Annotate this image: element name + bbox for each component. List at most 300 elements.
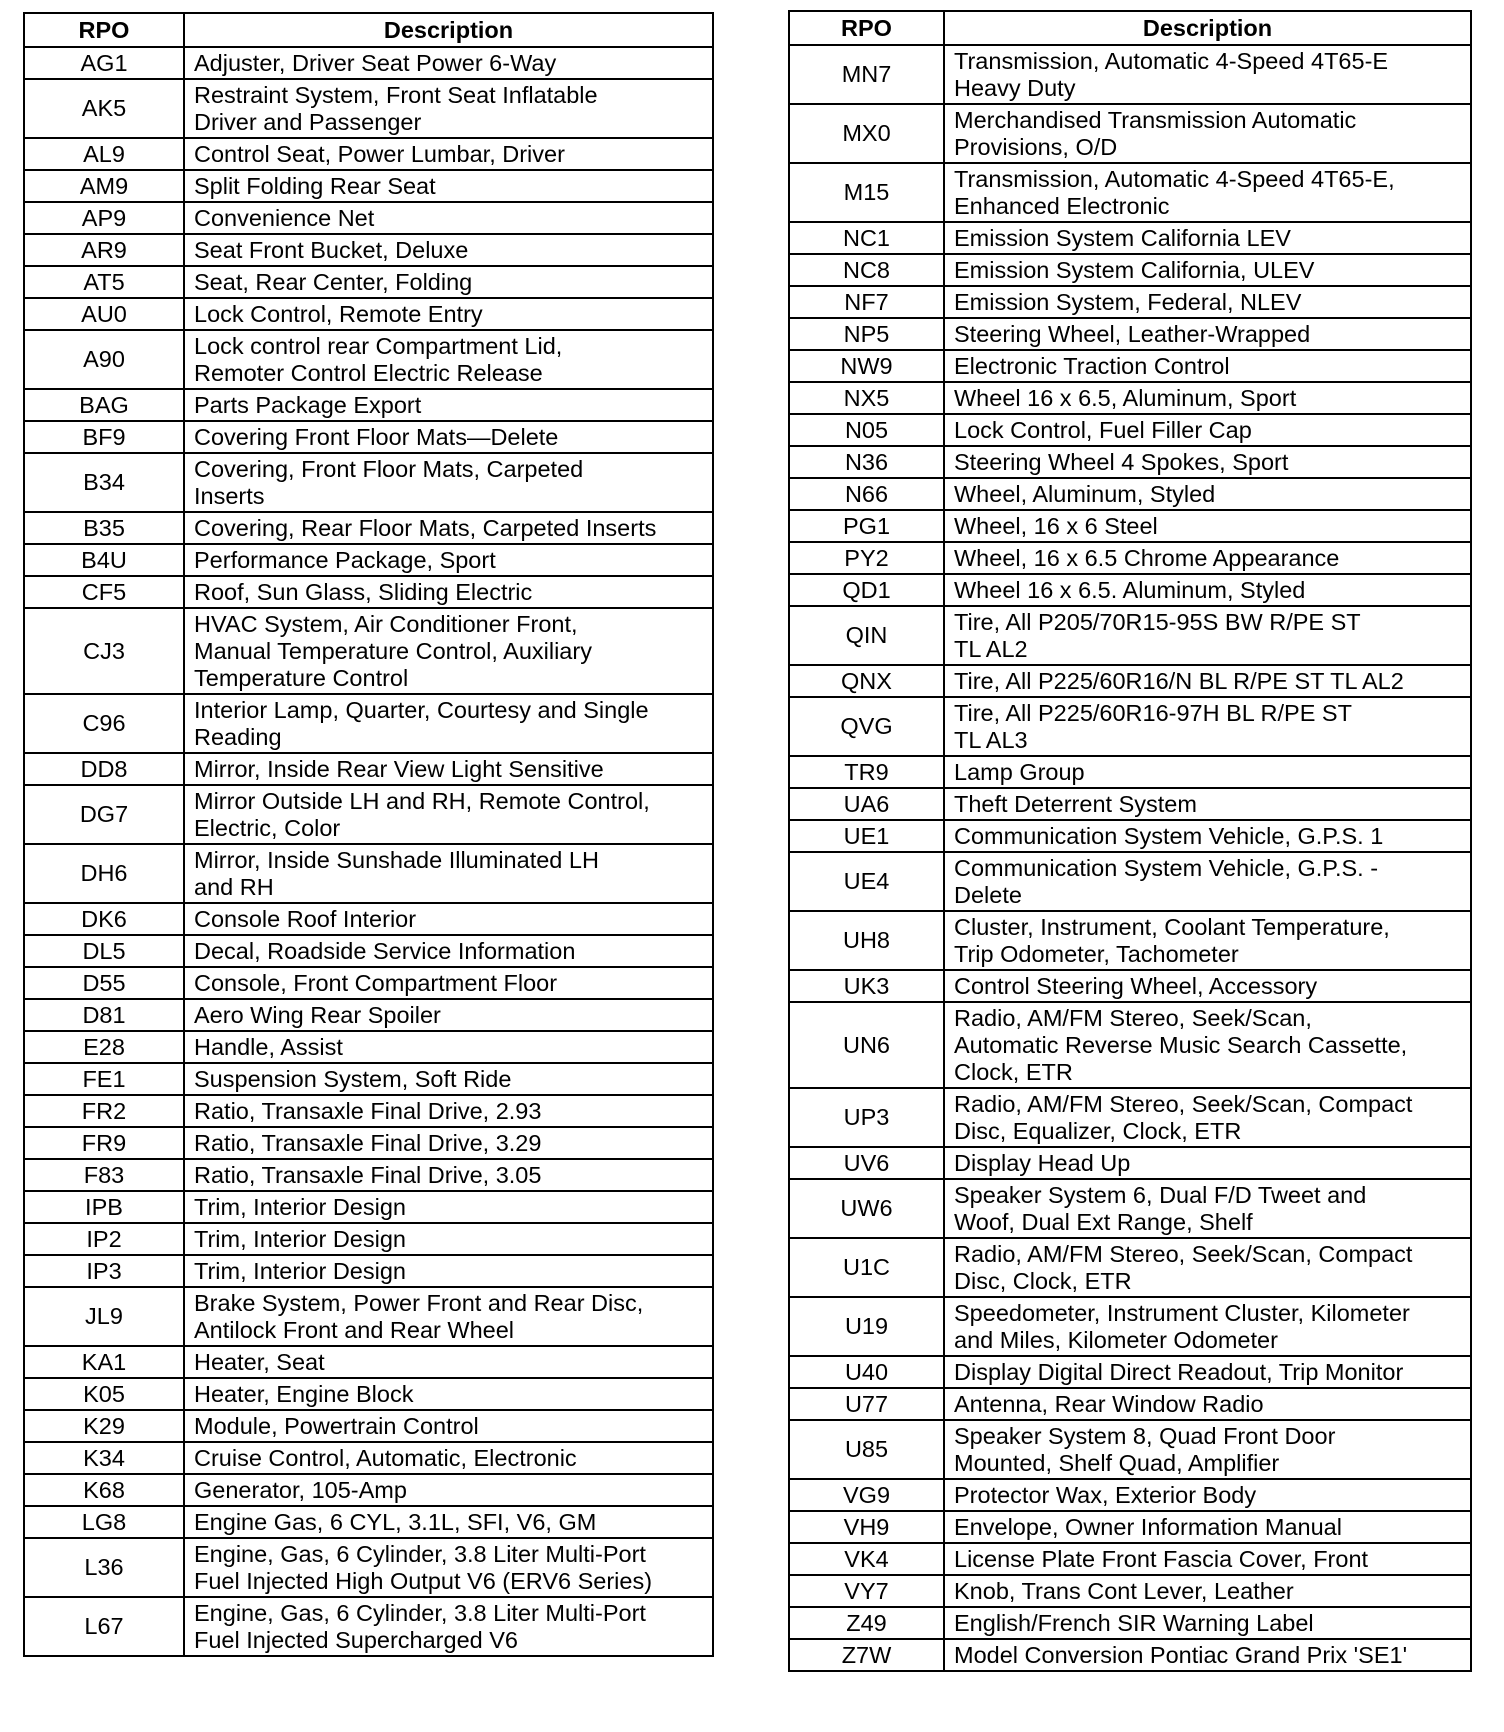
rpo-code: PG1 (789, 510, 944, 542)
table-row (789, 1607, 1471, 1639)
rpo-description (184, 1538, 713, 1597)
table-row (24, 1095, 713, 1127)
rpo-code: CF5 (24, 576, 184, 608)
rpo-code: NX5 (789, 382, 944, 414)
description-line: Aero Wing Rear Spoiler (194, 1001, 441, 1028)
description-line: Cruise Control, Automatic, Electronic (194, 1444, 577, 1471)
table-row (24, 1474, 713, 1506)
rpo-description (184, 421, 713, 453)
header-row (789, 11, 1471, 45)
rpo-code: IP3 (24, 1255, 184, 1287)
table-row (789, 1002, 1471, 1088)
description-line: Wheel 16 x 6.5, Aluminum, Sport (954, 384, 1297, 411)
description-line: Ratio, Transaxle Final Drive, 2.93 (194, 1097, 542, 1124)
rpo-description (184, 1191, 713, 1223)
rpo-code: JL9 (24, 1287, 184, 1346)
rpo-description (944, 574, 1471, 606)
table-row (24, 608, 713, 694)
description-line: Restraint System, Front Seat Inflatable (194, 81, 598, 108)
table-row (24, 844, 713, 903)
rpo-code: QVG (789, 697, 944, 756)
table-row (24, 1346, 713, 1378)
description-line: Fuel Injected Supercharged V6 (194, 1626, 518, 1653)
rpo-description (944, 1088, 1471, 1147)
table-row (789, 286, 1471, 318)
table-row (789, 1388, 1471, 1420)
description-line: Roof, Sun Glass, Sliding Electric (194, 578, 533, 605)
description-line: Steering Wheel, Leather-Wrapped (954, 320, 1311, 347)
rpo-description (944, 446, 1471, 478)
table-row (24, 421, 713, 453)
rpo-code: AP9 (24, 202, 184, 234)
rpo-description (944, 478, 1471, 510)
rpo-code: NF7 (789, 286, 944, 318)
table-row (24, 1255, 713, 1287)
description-line: Automatic Reverse Music Search Cassette, (954, 1031, 1408, 1058)
rpo-description (944, 970, 1471, 1002)
description-line: Speedometer, Instrument Cluster, Kilometer (954, 1299, 1410, 1326)
description-line: Display Digital Direct Readout, Trip Monitor (954, 1358, 1404, 1385)
rpo-description (184, 844, 713, 903)
rpo-code: B35 (24, 512, 184, 544)
table-row (24, 1597, 713, 1656)
rpo-description (944, 697, 1471, 756)
table-row (24, 753, 713, 785)
rpo-description (184, 330, 713, 389)
rpo-code: F83 (24, 1159, 184, 1191)
rpo-code: AK5 (24, 79, 184, 138)
description-line: Lock control rear Compartment Lid, (194, 332, 563, 359)
table-row (789, 1297, 1471, 1356)
table-row (789, 45, 1471, 104)
rpo-code: U40 (789, 1356, 944, 1388)
rpo-code: NP5 (789, 318, 944, 350)
rpo-code: DD8 (24, 753, 184, 785)
table-row (789, 665, 1471, 697)
description-line: Transmission, Automatic 4-Speed 4T65-E (954, 47, 1389, 74)
rpo-description (944, 756, 1471, 788)
table-row (24, 999, 713, 1031)
description-line: Brake System, Power Front and Rear Disc, (194, 1289, 644, 1316)
table-row (24, 47, 713, 79)
rpo-code: U19 (789, 1297, 944, 1356)
rpo-code: UN6 (789, 1002, 944, 1088)
rpo-code: VH9 (789, 1511, 944, 1543)
description-line: and RH (194, 873, 274, 900)
table-row (789, 1575, 1471, 1607)
rpo-description (944, 254, 1471, 286)
rpo-code: UV6 (789, 1147, 944, 1179)
rpo-description (184, 785, 713, 844)
table-row (24, 298, 713, 330)
description-line: Radio, AM/FM Stereo, Seek/Scan, (954, 1004, 1312, 1031)
rpo-code: E28 (24, 1031, 184, 1063)
rpo-description (184, 298, 713, 330)
description-line: Radio, AM/FM Stereo, Seek/Scan, Compact (954, 1240, 1413, 1267)
description-line: Control Steering Wheel, Accessory (954, 972, 1318, 999)
description-line: Engine, Gas, 6 Cylinder, 3.8 Liter Multi-Port (194, 1599, 646, 1626)
rpo-code: AM9 (24, 170, 184, 202)
description-line: Delete (954, 881, 1022, 908)
rpo-code: Z7W (789, 1639, 944, 1671)
rpo-description (944, 1543, 1471, 1575)
description-line: Wheel, Aluminum, Styled (954, 480, 1216, 507)
table-row (24, 453, 713, 512)
table-row (789, 1479, 1471, 1511)
rpo-description (944, 1388, 1471, 1420)
rpo-description (184, 79, 713, 138)
rpo-code: IP2 (24, 1223, 184, 1255)
table-row (789, 820, 1471, 852)
table-row (24, 79, 713, 138)
description-line: TL AL2 (954, 635, 1028, 662)
description-line: Decal, Roadside Service Information (194, 937, 576, 964)
rpo-code: DH6 (24, 844, 184, 903)
description-line: Envelope, Owner Information Manual (954, 1513, 1342, 1540)
rpo-code: UE1 (789, 820, 944, 852)
rpo-code: KA1 (24, 1346, 184, 1378)
description-line: Parts Package Export (194, 391, 422, 418)
rpo-description (944, 163, 1471, 222)
description-line: Seat, Rear Center, Folding (194, 268, 473, 295)
rpo-code: TR9 (789, 756, 944, 788)
description-line: Handle, Assist (194, 1033, 343, 1060)
rpo-code: AT5 (24, 266, 184, 298)
table-row (24, 1378, 713, 1410)
description-line: Cluster, Instrument, Coolant Temperature, (954, 913, 1390, 940)
rpo-description (944, 1639, 1471, 1671)
description-line: Trim, Interior Design (194, 1225, 406, 1252)
description-line: Tire, All P225/60R16/N BL R/PE ST TL AL2 (954, 667, 1404, 694)
rpo-code: M15 (789, 163, 944, 222)
description-line: TL AL3 (954, 726, 1028, 753)
description-line: Covering Front Floor Mats—Delete (194, 423, 559, 450)
description-line: Provisions, O/D (954, 133, 1118, 160)
table-row (789, 542, 1471, 574)
rpo-code: UK3 (789, 970, 944, 1002)
rpo-code: B34 (24, 453, 184, 512)
description-line: Ratio, Transaxle Final Drive, 3.05 (194, 1161, 542, 1188)
rpo-code: L36 (24, 1538, 184, 1597)
rpo-description (184, 453, 713, 512)
rpo-table-right (788, 10, 1472, 1672)
description-line: Heater, Engine Block (194, 1380, 414, 1407)
description-line: Tire, All P225/60R16-97H BL R/PE ST (954, 699, 1352, 726)
description-line: Control Seat, Power Lumbar, Driver (194, 140, 565, 167)
rpo-description (944, 286, 1471, 318)
rpo-description (944, 510, 1471, 542)
rpo-code: K05 (24, 1378, 184, 1410)
description-line: Speaker System 8, Quad Front Door (954, 1422, 1336, 1449)
rpo-column-header: RPO (789, 11, 944, 45)
rpo-code: FR2 (24, 1095, 184, 1127)
description-line: Electronic Traction Control (954, 352, 1230, 379)
description-line: Protector Wax, Exterior Body (954, 1481, 1257, 1508)
rpo-description (184, 1127, 713, 1159)
rpo-code: DG7 (24, 785, 184, 844)
table-row (789, 1543, 1471, 1575)
rpo-code: D55 (24, 967, 184, 999)
rpo-code: AL9 (24, 138, 184, 170)
rpo-description (944, 1575, 1471, 1607)
table-row (789, 970, 1471, 1002)
rpo-code: AG1 (24, 47, 184, 79)
table-row (789, 163, 1471, 222)
rpo-description (184, 170, 713, 202)
table-row (24, 544, 713, 576)
table-row (24, 785, 713, 844)
rpo-description (184, 266, 713, 298)
rpo-description (944, 820, 1471, 852)
table-row (24, 967, 713, 999)
header-row (24, 13, 713, 47)
table-row (24, 138, 713, 170)
description-line: Inserts (194, 482, 265, 509)
table-row (24, 1159, 713, 1191)
rpo-description (944, 414, 1471, 446)
description-line: Mirror, Inside Rear View Light Sensitive (194, 755, 604, 782)
rpo-code: NC1 (789, 222, 944, 254)
rpo-code: FR9 (24, 1127, 184, 1159)
rpo-code: VG9 (789, 1479, 944, 1511)
rpo-description (944, 665, 1471, 697)
table-row (24, 202, 713, 234)
table-row (789, 318, 1471, 350)
rpo-description (184, 512, 713, 544)
description-line: Lock Control, Remote Entry (194, 300, 483, 327)
rpo-description (944, 1479, 1471, 1511)
rpo-description (944, 382, 1471, 414)
rpo-code: VK4 (789, 1543, 944, 1575)
rpo-description (944, 1356, 1471, 1388)
description-line: Disc, Clock, ETR (954, 1267, 1132, 1294)
description-line: Woof, Dual Ext Range, Shelf (954, 1208, 1253, 1235)
table-row (789, 788, 1471, 820)
rpo-code: U1C (789, 1238, 944, 1297)
rpo-code: BAG (24, 389, 184, 421)
description-line: Knob, Trans Cont Lever, Leather (954, 1577, 1294, 1604)
description-line: Heater, Seat (194, 1348, 325, 1375)
description-line: Trim, Interior Design (194, 1257, 406, 1284)
rpo-code: BF9 (24, 421, 184, 453)
description-line: Emission System, Federal, NLEV (954, 288, 1302, 315)
description-line: Covering, Front Floor Mats, Carpeted (194, 455, 584, 482)
description-line: Remoter Control Electric Release (194, 359, 543, 386)
rpo-code: NW9 (789, 350, 944, 382)
description-line: Communication System Vehicle, G.P.S. 1 (954, 822, 1384, 849)
rpo-description (944, 1511, 1471, 1543)
rpo-description (184, 1474, 713, 1506)
rpo-code: UA6 (789, 788, 944, 820)
table-row (789, 350, 1471, 382)
rpo-description (944, 350, 1471, 382)
description-line: Lock Control, Fuel Filler Cap (954, 416, 1252, 443)
description-line: Adjuster, Driver Seat Power 6-Way (194, 49, 557, 76)
rpo-description (184, 753, 713, 785)
rpo-description (184, 903, 713, 935)
description-line: Split Folding Rear Seat (194, 172, 436, 199)
rpo-description (184, 1506, 713, 1538)
description-line: Speaker System 6, Dual F/D Tweet and (954, 1181, 1367, 1208)
table-row (789, 510, 1471, 542)
rpo-description (944, 911, 1471, 970)
rpo-description (184, 544, 713, 576)
rpo-description (184, 967, 713, 999)
rpo-code: PY2 (789, 542, 944, 574)
rpo-description (184, 576, 713, 608)
rpo-code: N36 (789, 446, 944, 478)
rpo-code: VY7 (789, 1575, 944, 1607)
description-line: Communication System Vehicle, G.P.S. - (954, 854, 1379, 881)
description-column-header: Description (184, 13, 713, 47)
rpo-description (184, 202, 713, 234)
rpo-description (944, 1002, 1471, 1088)
description-line: Enhanced Electronic (954, 192, 1170, 219)
description-line: Wheel, 16 x 6.5 Chrome Appearance (954, 544, 1340, 571)
rpo-description (184, 1287, 713, 1346)
table-row (789, 756, 1471, 788)
description-line: HVAC System, Air Conditioner Front, (194, 610, 578, 637)
rpo-description (944, 1179, 1471, 1238)
rpo-description (184, 1223, 713, 1255)
rpo-description (184, 999, 713, 1031)
table-row (789, 1088, 1471, 1147)
description-line: Manual Temperature Control, Auxiliary (194, 637, 592, 664)
table-row (789, 852, 1471, 911)
rpo-description (944, 606, 1471, 665)
description-line: Mounted, Shelf Quad, Amplifier (954, 1449, 1280, 1476)
table-row (789, 606, 1471, 665)
description-line: Transmission, Automatic 4-Speed 4T65-E, (954, 165, 1395, 192)
rpo-description (944, 1297, 1471, 1356)
description-line: Suspension System, Soft Ride (194, 1065, 512, 1092)
description-line: Theft Deterrent System (954, 790, 1197, 817)
table-row (24, 1538, 713, 1597)
description-line: Covering, Rear Floor Mats, Carpeted Inserts (194, 514, 657, 541)
description-line: Seat Front Bucket, Deluxe (194, 236, 469, 263)
table-row (789, 1356, 1471, 1388)
rpo-description (184, 138, 713, 170)
rpo-description (184, 608, 713, 694)
rpo-code: FE1 (24, 1063, 184, 1095)
rpo-code: IPB (24, 1191, 184, 1223)
table-row (24, 1031, 713, 1063)
rpo-description (184, 1442, 713, 1474)
table-row (789, 1511, 1471, 1543)
description-line: Lamp Group (954, 758, 1085, 785)
description-line: Ratio, Transaxle Final Drive, 3.29 (194, 1129, 542, 1156)
description-line: Engine Gas, 6 CYL, 3.1L, SFI, V6, GM (194, 1508, 597, 1535)
rpo-description (184, 1031, 713, 1063)
table-row (24, 389, 713, 421)
description-line: Fuel Injected High Output V6 (ERV6 Series) (194, 1567, 653, 1594)
description-line: Antenna, Rear Window Radio (954, 1390, 1264, 1417)
description-line: Generator, 105-Amp (194, 1476, 407, 1503)
table-row (789, 1420, 1471, 1479)
rpo-description (184, 1410, 713, 1442)
rpo-description (184, 1378, 713, 1410)
table-row (789, 478, 1471, 510)
description-line: Heavy Duty (954, 74, 1076, 101)
rpo-description (944, 318, 1471, 350)
rpo-description (944, 1420, 1471, 1479)
table-row (24, 903, 713, 935)
rpo-description (944, 104, 1471, 163)
description-line: Wheel, 16 x 6 Steel (954, 512, 1158, 539)
rpo-code: QIN (789, 606, 944, 665)
table-row (24, 330, 713, 389)
table-row (789, 222, 1471, 254)
rpo-code: K68 (24, 1474, 184, 1506)
description-line: Mirror Outside LH and RH, Remote Control, (194, 787, 650, 814)
table-row (24, 1287, 713, 1346)
table-row (789, 1179, 1471, 1238)
table-row (24, 1410, 713, 1442)
rpo-code: MN7 (789, 45, 944, 104)
description-line: Console, Front Compartment Floor (194, 969, 558, 996)
rpo-code: UH8 (789, 911, 944, 970)
rpo-code: DL5 (24, 935, 184, 967)
description-line: License Plate Front Fascia Cover, Front (954, 1545, 1369, 1572)
table-row (789, 414, 1471, 446)
description-line: Trim, Interior Design (194, 1193, 406, 1220)
table-row (789, 104, 1471, 163)
table-row (789, 446, 1471, 478)
rpo-code: NC8 (789, 254, 944, 286)
rpo-description (184, 1095, 713, 1127)
rpo-column-header: RPO (24, 13, 184, 47)
rpo-code: K29 (24, 1410, 184, 1442)
description-line: Antilock Front and Rear Wheel (194, 1316, 515, 1343)
rpo-description (184, 389, 713, 421)
rpo-code: AR9 (24, 234, 184, 266)
rpo-description (184, 47, 713, 79)
rpo-description (184, 1063, 713, 1095)
description-line: Clock, ETR (954, 1058, 1073, 1085)
description-line: Performance Package, Sport (194, 546, 496, 573)
description-column-header: Description (944, 11, 1471, 45)
description-line: Steering Wheel 4 Spokes, Sport (954, 448, 1289, 475)
rpo-description (184, 1255, 713, 1287)
rpo-description (944, 1147, 1471, 1179)
rpo-code: UE4 (789, 852, 944, 911)
description-line: Disc, Equalizer, Clock, ETR (954, 1117, 1242, 1144)
rpo-code: QD1 (789, 574, 944, 606)
rpo-description (944, 1238, 1471, 1297)
description-line: Temperature Control (194, 664, 409, 691)
table-row (24, 266, 713, 298)
rpo-code: AU0 (24, 298, 184, 330)
rpo-code: UP3 (789, 1088, 944, 1147)
table-row (24, 234, 713, 266)
rpo-description (184, 1597, 713, 1656)
table-row (789, 1147, 1471, 1179)
table-row (24, 1442, 713, 1474)
table-row (789, 574, 1471, 606)
description-line: Console Roof Interior (194, 905, 417, 932)
table-row (789, 697, 1471, 756)
description-line: English/French SIR Warning Label (954, 1609, 1314, 1636)
table-row (24, 1063, 713, 1095)
rpo-code: U77 (789, 1388, 944, 1420)
rpo-description (184, 234, 713, 266)
table-row (789, 911, 1471, 970)
table-row (24, 1127, 713, 1159)
description-line: Mirror, Inside Sunshade Illuminated LH (194, 846, 599, 873)
rpo-code: MX0 (789, 104, 944, 163)
table-row (24, 170, 713, 202)
rpo-table-left (23, 12, 714, 1657)
